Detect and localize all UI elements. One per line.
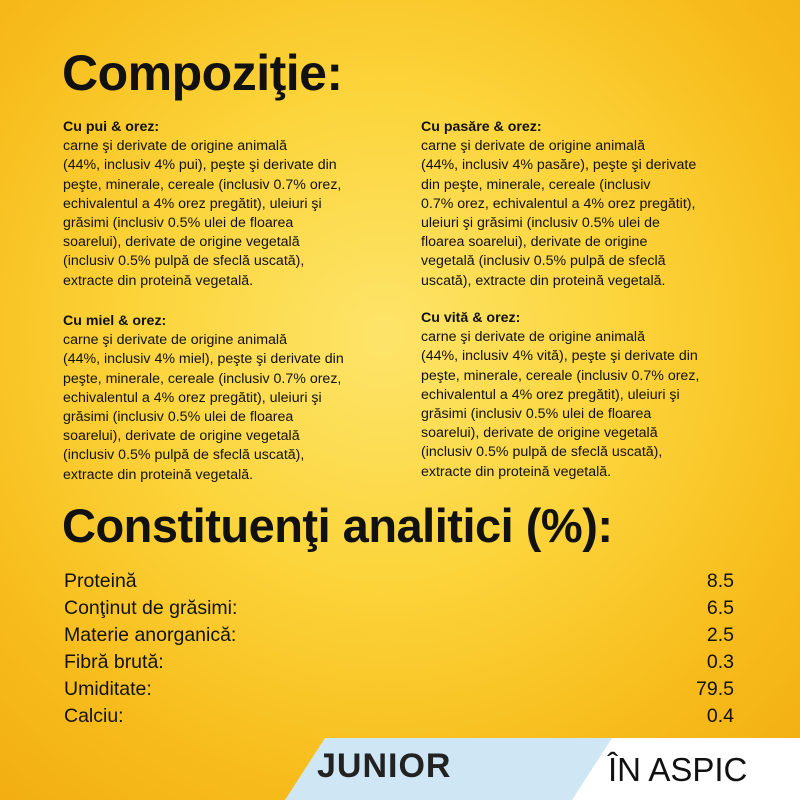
analytics-label: Proteină [64, 570, 137, 592]
composition-line: (inclusiv 0.5% pulpă de sfeclă uscată), [421, 444, 663, 461]
analytics-value: 2.5 [706, 624, 734, 646]
composition-block-title: Cu miel & orez: [63, 313, 167, 329]
composition-line: peşte, minerale, cereale (inclusiv 0.7% orez, [63, 176, 342, 193]
composition-line: echivalentul a 4% orez pregătit), uleiuri şi [63, 389, 322, 406]
analytics-label: Conţinut de grăsimi: [64, 597, 238, 619]
composition-line: peşte, minerale, cereale (inclusiv 0.7% orez, [421, 367, 700, 384]
composition-line: grăsimi (inclusiv 0.5% ulei de floarea [421, 406, 652, 423]
composition-block-title: Cu pui & orez: [63, 119, 160, 135]
composition-line: (inclusiv 0.5% pulpă de sfeclă uscată), [63, 253, 305, 270]
composition-line: uleiuri şi grăsimi (inclusiv 0.5% ulei de [421, 215, 660, 232]
composition-line: floarea soarelui), derivate de origine [421, 234, 648, 251]
analytics-value: 8.5 [706, 570, 734, 592]
composition-block-lamb [63, 312, 383, 485]
analytics-title: Constituenţi analitici (%): [62, 499, 613, 552]
composition-line: din peşte, minerale, cereale (inclusiv [421, 176, 651, 193]
composition-line: extracte din proteină vegetală. [421, 463, 612, 480]
composition-block-title: Cu vită & orez: [421, 310, 521, 326]
composition-line: soarelui), derivate de origine vegetală [421, 425, 658, 442]
analytics-row [64, 568, 734, 595]
analytics-value: 0.3 [706, 651, 734, 673]
composition-line: (44%, inclusiv 4% pasăre), peşte şi derivate [421, 157, 697, 174]
composition-line: 0.7% orez, echivalentul a 4% orez pregătit), [421, 195, 696, 212]
composition-line: vegetală (inclusiv 0.5% pulpă de sfeclă [421, 253, 666, 270]
composition-block-chicken [63, 118, 383, 291]
composition-line: soarelui), derivate de origine vegetală [63, 428, 300, 445]
junior-label: JUNIOR [317, 747, 452, 785]
analytics-value: 0.4 [706, 705, 734, 727]
analytics-row [64, 676, 734, 703]
composition-line: extracte din proteină vegetală. [63, 466, 254, 483]
analytics-label: Fibră brută: [64, 651, 164, 673]
analytics-table [64, 568, 734, 730]
composition-line: grăsimi (inclusiv 0.5% ulei de floarea [63, 215, 294, 232]
composition-line: peşte, minerale, cereale (inclusiv 0.7% orez, [63, 370, 342, 387]
composition-block-beef [421, 309, 741, 482]
composition-line: carne şi derivate de origine animală [63, 138, 287, 155]
composition-line: echivalentul a 4% orez pregătit), uleiuri şi [63, 195, 322, 212]
composition-line: echivalentul a 4% orez pregătit), uleiuri şi [421, 386, 680, 403]
composition-line: grăsimi (inclusiv 0.5% ulei de floarea [63, 409, 294, 426]
analytics-row [64, 622, 734, 649]
analytics-label: Umiditate: [64, 678, 152, 700]
analytics-row [64, 649, 734, 676]
analytics-value: 79.5 [696, 678, 734, 700]
composition-title: Compoziţie: [62, 45, 343, 101]
composition-line: extracte din proteină vegetală. [63, 272, 254, 289]
analytics-label: Materie anorganică: [64, 624, 237, 646]
composition-line: (inclusiv 0.5% pulpă de sfeclă uscată), [63, 447, 305, 464]
analytics-label: Calciu: [64, 705, 124, 727]
composition-line: (44%, inclusiv 4% miel), peşte şi derivate din [63, 351, 344, 368]
analytics-row [64, 595, 734, 622]
composition-line: (44%, inclusiv 4% vită), peşte şi derivate din [421, 348, 698, 365]
composition-block-poultry [421, 118, 741, 291]
composition-line: uscată), extracte din proteină vegetală. [421, 272, 666, 289]
composition-line: soarelui), derivate de origine vegetală [63, 234, 300, 251]
composition-block-title: Cu pasăre & orez: [421, 119, 542, 135]
composition-line: carne şi derivate de origine animală [421, 138, 645, 155]
composition-line: (44%, inclusiv 4% pui), peşte şi derivate din [63, 157, 337, 174]
composition-line: carne şi derivate de origine animală [421, 329, 645, 346]
analytics-value: 6.5 [706, 597, 734, 619]
composition-line: carne şi derivate de origine animală [63, 332, 287, 349]
analytics-row [64, 703, 734, 730]
aspic-label: ÎN ASPIC [608, 751, 748, 788]
